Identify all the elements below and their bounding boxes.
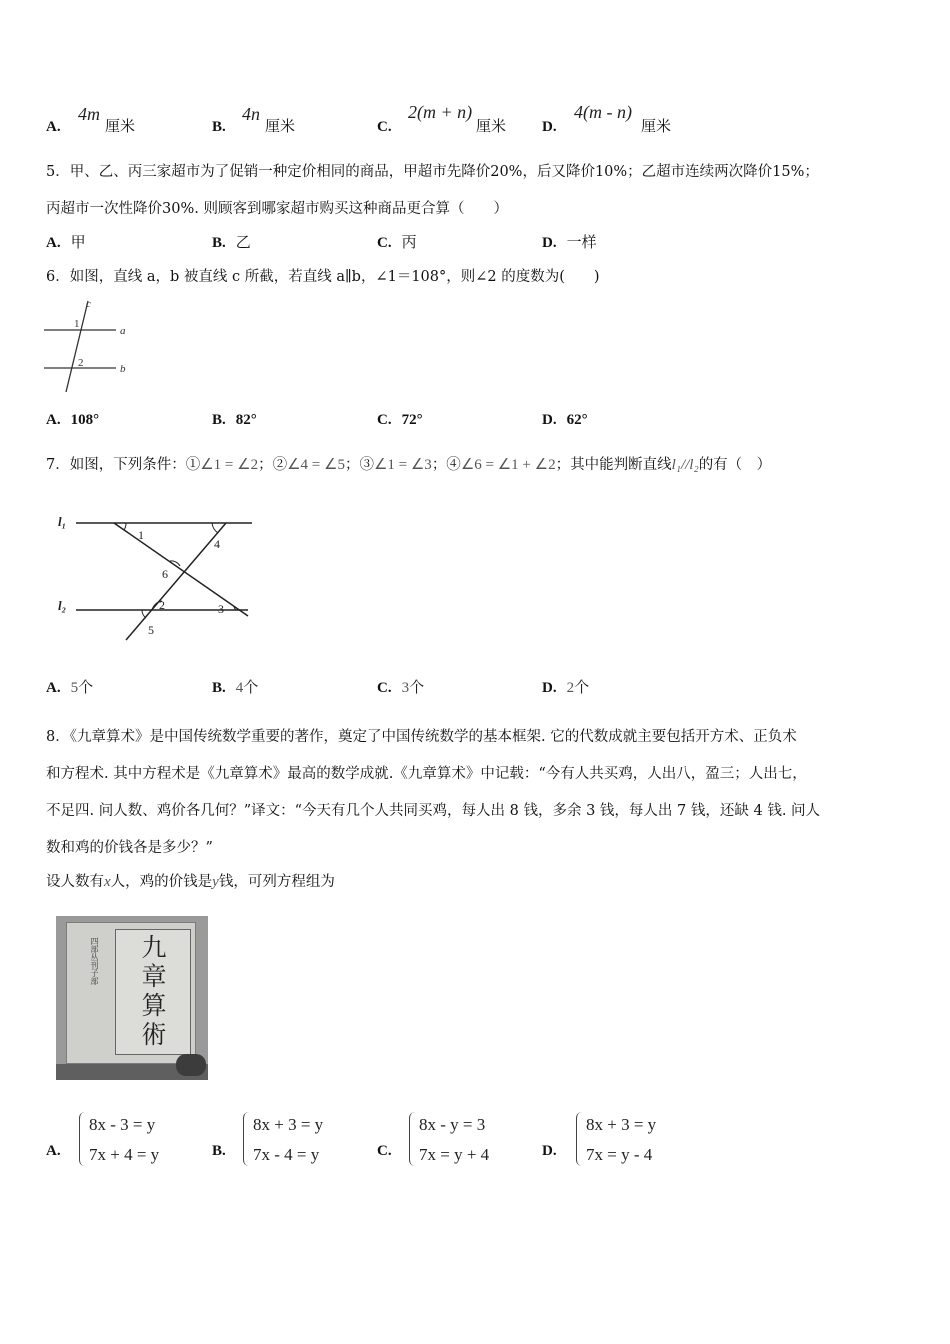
book-side-label: 四部丛刊子部 (90, 937, 99, 985)
q8-option-b-system: 8x + 3 = y 7x - 4 = y (243, 1110, 323, 1170)
q8-option-d-system: 8x + 3 = y 7x = y - 4 (576, 1110, 656, 1170)
q7-cond-1: ∠1 = ∠2 (200, 457, 259, 473)
q8-option-a[interactable]: A. (46, 1143, 61, 1159)
q5-option-b[interactable]: B. 乙 (212, 233, 251, 251)
book-cover (66, 922, 196, 1064)
arc-1 (124, 523, 126, 530)
q7-option-a[interactable]: A. 5个 (46, 678, 94, 696)
q8-option-c-system: 8x - y = 3 7x = y + 4 (409, 1110, 489, 1170)
label-5: 5 (148, 623, 154, 637)
q4-option-b-expr: 4n (242, 104, 260, 124)
q4-option-a-unit: 厘米 (105, 117, 136, 135)
brace (409, 1112, 417, 1166)
q5-stem-line2: 丙超市一次性降价30%. 则顾客到哪家超市购买这种商品更合算（ ） (46, 201, 508, 217)
label-a: a (120, 325, 126, 337)
q4-option-d[interactable]: D. (542, 119, 557, 135)
q5-option-a[interactable]: A. 甲 (46, 233, 86, 251)
q7-cond-4: ∠6 = ∠1 + ∠2 (460, 457, 556, 473)
label-1: 1 (138, 528, 144, 542)
label-angle-2: 2 (78, 357, 84, 369)
label-3: 3 (218, 602, 224, 616)
label-6: 6 (162, 567, 168, 581)
q4-option-d-expr: 4(m - n) (574, 102, 632, 122)
transversal-1 (114, 523, 248, 616)
brace (576, 1112, 584, 1166)
title-slip (115, 929, 191, 1055)
label-4: 4 (214, 537, 220, 551)
q4-option-a[interactable]: A. (46, 119, 61, 135)
brace (243, 1112, 251, 1166)
q7-figure (52, 506, 262, 642)
q5-option-d[interactable]: D. 一样 (542, 233, 597, 251)
q8-stem-line5: 设人数有x人，鸡的价钱是y钱，可列方程组为 (46, 874, 335, 890)
q6-figure (44, 296, 134, 394)
q7-option-c[interactable]: C. 3个 (377, 678, 425, 696)
line-c (66, 301, 88, 392)
scroll-roll (176, 1054, 206, 1076)
var-y: y (212, 874, 219, 890)
q8-option-c[interactable]: C. (377, 1143, 392, 1159)
q7-lines: l₁//l₂ (671, 457, 699, 473)
q4-option-d-unit: 厘米 (641, 117, 672, 135)
q8-stem-line4: 数和鸡的价钱各是多少？” (46, 840, 213, 856)
q6-option-d[interactable]: D. 62° (542, 412, 588, 428)
label-l2: l₂ (58, 598, 67, 613)
brace (79, 1112, 87, 1166)
label-2: 2 (159, 598, 165, 612)
q7-stem: 7．如图，下列条件：①∠1 = ∠2；②∠4 = ∠5；③∠1 = ∠3；④∠6 = ∠1 + ∠2；其中能判断直线l₁//l₂的有（ ） (46, 457, 772, 473)
book-photo (56, 916, 208, 1080)
q8-stem-line3: 不足四. 问人数、鸡价各几何？”译文：“今天有几个人共同买鸡，每人出 8 钱，多余 3 钱，每人出 7 钱，还缺 4 钱. 问人 (46, 803, 821, 819)
q7-option-d[interactable]: D. 2个 (542, 678, 590, 696)
q4-option-b-unit: 厘米 (265, 117, 296, 135)
q8-option-a-system: 8x - 3 = y 7x + 4 = y (79, 1110, 159, 1170)
q7-option-b[interactable]: B. 4个 (212, 678, 259, 696)
q4-option-c[interactable]: C. (377, 119, 392, 135)
label-b: b (120, 363, 126, 375)
q5-stem-line1: 5．甲、乙、丙三家超市为了促销一种定价相同的商品，甲超市先降价20%，后又降价10%；乙超市连续两次降价15%； (46, 164, 819, 180)
q8-stem-line2: 和方程术. 其中方程术是《九章算术》最高的数学成就.《九章算术》中记载：“今有人共买鸡，人出八，盈三；人出七， (46, 766, 807, 782)
q6-option-c[interactable]: C. 72° (377, 412, 423, 428)
q6-option-a[interactable]: A. 108° (46, 412, 100, 428)
label-l1: l₁ (58, 514, 67, 529)
q4-option-c-unit: 厘米 (476, 117, 507, 135)
var-x: x (104, 874, 111, 890)
q8-option-d[interactable]: D. (542, 1143, 557, 1159)
label-c: c (86, 298, 91, 310)
q5-option-c[interactable]: C. 丙 (377, 233, 417, 251)
q4-option-b[interactable]: B. (212, 119, 226, 135)
label-angle-1: 1 (74, 318, 80, 330)
book-title: 九章算術 (138, 934, 167, 1050)
q8-stem-line1: 8．《九章算术》是中国传统数学重要的著作，奠定了中国传统数学的基本框架. 它的代数成就主要包括开方术、正负术 (46, 729, 797, 745)
q7-cond-3: ∠1 = ∠3 (373, 457, 432, 473)
q4-option-a-expr: 4m (78, 104, 100, 124)
arc-4 (212, 523, 218, 533)
q6-stem: 6．如图，直线 a，b 被直线 c 所截，若直线 a∥b，∠1＝108°，则∠2 的度数为( ) (46, 269, 600, 285)
q6-option-b[interactable]: B. 82° (212, 412, 257, 428)
q8-option-b[interactable]: B. (212, 1143, 226, 1159)
q7-cond-2: ∠4 = ∠5 (287, 457, 345, 473)
q4-option-c-expr: 2(m + n) (408, 102, 473, 122)
